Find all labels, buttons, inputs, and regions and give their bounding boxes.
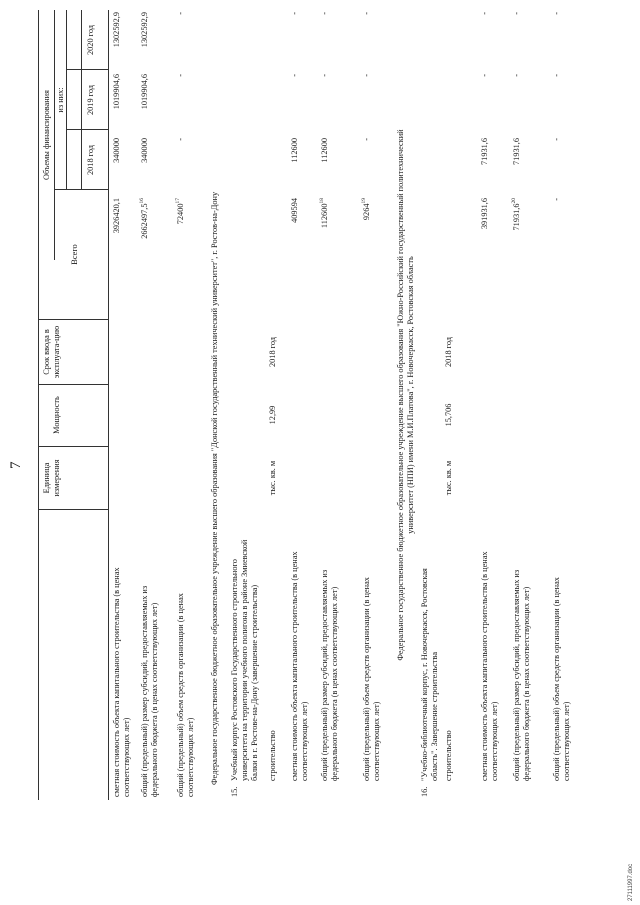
- row2-2019: 1019904,6: [140, 74, 149, 110]
- item-number: 15.: [230, 786, 239, 797]
- row8-total: 71931,6$^{20}$: [511, 198, 521, 231]
- row9-2020: -: [552, 12, 561, 15]
- row-label-org-funds: общий (предельный) объем средств организации (в ценах соответствующих лет): [552, 577, 571, 781]
- header-unit: Единица измерения: [42, 459, 61, 497]
- row1-2020: 1302592,9: [112, 12, 121, 48]
- header-capacity: Мощность: [52, 396, 61, 434]
- row2-2020: 1302592,9: [140, 12, 149, 48]
- row5-total: 112600$^{18}$: [319, 198, 329, 229]
- row3-2018: -: [176, 138, 185, 141]
- row-label-org-funds: общий (предельный) объем средств организации (в ценах соответствующих лет): [176, 593, 195, 797]
- row2-2018: 340000: [140, 138, 149, 163]
- row5-2019: -: [320, 74, 329, 77]
- capacity-value: 15,706: [444, 403, 453, 427]
- row4-2019: -: [290, 74, 299, 77]
- row-label-subsidy: общий (предельный) размер субсидий, предоставляемых из федерального бюджета (в ценах соответствующих лет): [320, 569, 339, 781]
- row4-total: 409594: [290, 198, 299, 223]
- work-type: строительство: [268, 730, 277, 781]
- row7-total: 391931,6: [480, 198, 489, 230]
- organization-heading: Федеральное государственное бюджетное образовательное учреждение высшего образования "Донской государственный технический университет", г. Ростов-на-Дону: [210, 191, 219, 785]
- row6-2020: -: [362, 12, 371, 15]
- row6-total: 9264$^{19}$: [361, 198, 371, 221]
- col-line-2: [38, 446, 108, 447]
- row9-total: -: [552, 198, 561, 201]
- object-name: Учебный корпус Ростовского Государственного строительного университета на территории учебного полигона в районе Змиевской балки в г. Ростове-на-Дону (завершение строительства): [230, 539, 259, 781]
- deadline-value: 2018 год: [268, 337, 277, 367]
- row7-2020: -: [480, 12, 489, 15]
- object-name: "Учебно-библиотечный корпус, г. Новочеркасск, Ростовская область". Завершение строительства: [420, 568, 439, 781]
- row8-2019: -: [512, 74, 521, 77]
- row1-total: 3926420,1: [112, 198, 121, 234]
- capacity-value: 12,99: [268, 405, 277, 425]
- header-total: Всего: [70, 244, 79, 265]
- row-label-estimate: сметная стоимость объекта капитального строительства (в ценах соответствующих лет): [112, 567, 131, 797]
- header-top-line: [38, 10, 39, 800]
- work-type: строительство: [444, 730, 453, 781]
- file-name-footer: 27111997.doc: [628, 863, 634, 901]
- row7-2019: -: [480, 74, 489, 77]
- row8-2020: -: [512, 12, 521, 15]
- item-number: 16.: [420, 786, 429, 797]
- row6-2019: -: [362, 74, 371, 77]
- years-line: [81, 10, 82, 190]
- row1-2019: 1019904,6: [112, 74, 121, 110]
- row5-2018: 112600: [320, 138, 329, 163]
- row-label-subsidy: общий (предельный) размер субсидий, предоставляемых из федерального бюджета (в ценах соответствующих лет): [140, 585, 159, 797]
- row1-2018: 340000: [112, 138, 121, 163]
- page-number: 7: [8, 461, 24, 469]
- financing-split-line: [54, 10, 55, 260]
- row9-2019: -: [552, 74, 561, 77]
- row4-2018: 112600: [290, 138, 299, 163]
- col-line-4: [38, 319, 108, 320]
- row7-2018: 71931,6: [480, 138, 489, 165]
- header-bottom-line: [108, 10, 109, 800]
- header-financing: Объемы финансирования: [42, 90, 51, 180]
- unit-value: тыс. кв. м: [444, 460, 453, 496]
- row3-total: 72400$^{17}$: [175, 198, 185, 225]
- col-line-1: [38, 509, 108, 510]
- header-2019: 2019 год: [86, 85, 95, 115]
- unit-value: тыс. кв. м: [268, 460, 277, 496]
- row3-2019: -: [176, 74, 185, 77]
- header-deadline: Срок ввода в эксплуата-цию: [42, 325, 61, 379]
- row2-total: 2662497,5$^{16}$: [139, 198, 149, 239]
- header-of-which: из них:: [56, 87, 65, 113]
- header-2018: 2018 год: [86, 145, 95, 175]
- row3-2020: -: [176, 12, 185, 15]
- row4-2020: -: [290, 12, 299, 15]
- row-label-org-funds: общий (предельный) объем средств организации (в ценах соответствующих лет): [362, 577, 381, 781]
- row9-2018: -: [552, 138, 561, 141]
- row6-2018: -: [362, 138, 371, 141]
- header-2020: 2020 год: [86, 25, 95, 55]
- organization-heading: Федеральное государственное бюджетное образовательное учреждение высшего образования "Южно-Российский государственный политехнический университет (НПИ) имени М.И.Платова", г. Новочеркасск, Ростовская область: [396, 129, 415, 661]
- row-label-estimate: сметная стоимость объекта капитального строительства (в ценах соответствующих лет): [480, 551, 499, 781]
- col-line-3: [38, 384, 108, 385]
- row-label-subsidy: общий (предельный) размер субсидий, предоставляемых из федерального бюджета (в ценах соответствующих лет): [512, 569, 531, 781]
- of-which-line: [66, 10, 67, 190]
- row8-2018: 71931,6: [512, 138, 521, 165]
- row5-2020: -: [320, 12, 329, 15]
- deadline-value: 2018 год: [444, 337, 453, 367]
- row-label-estimate: сметная стоимость объекта капитального строительства (в ценах соответствующих лет): [290, 551, 309, 781]
